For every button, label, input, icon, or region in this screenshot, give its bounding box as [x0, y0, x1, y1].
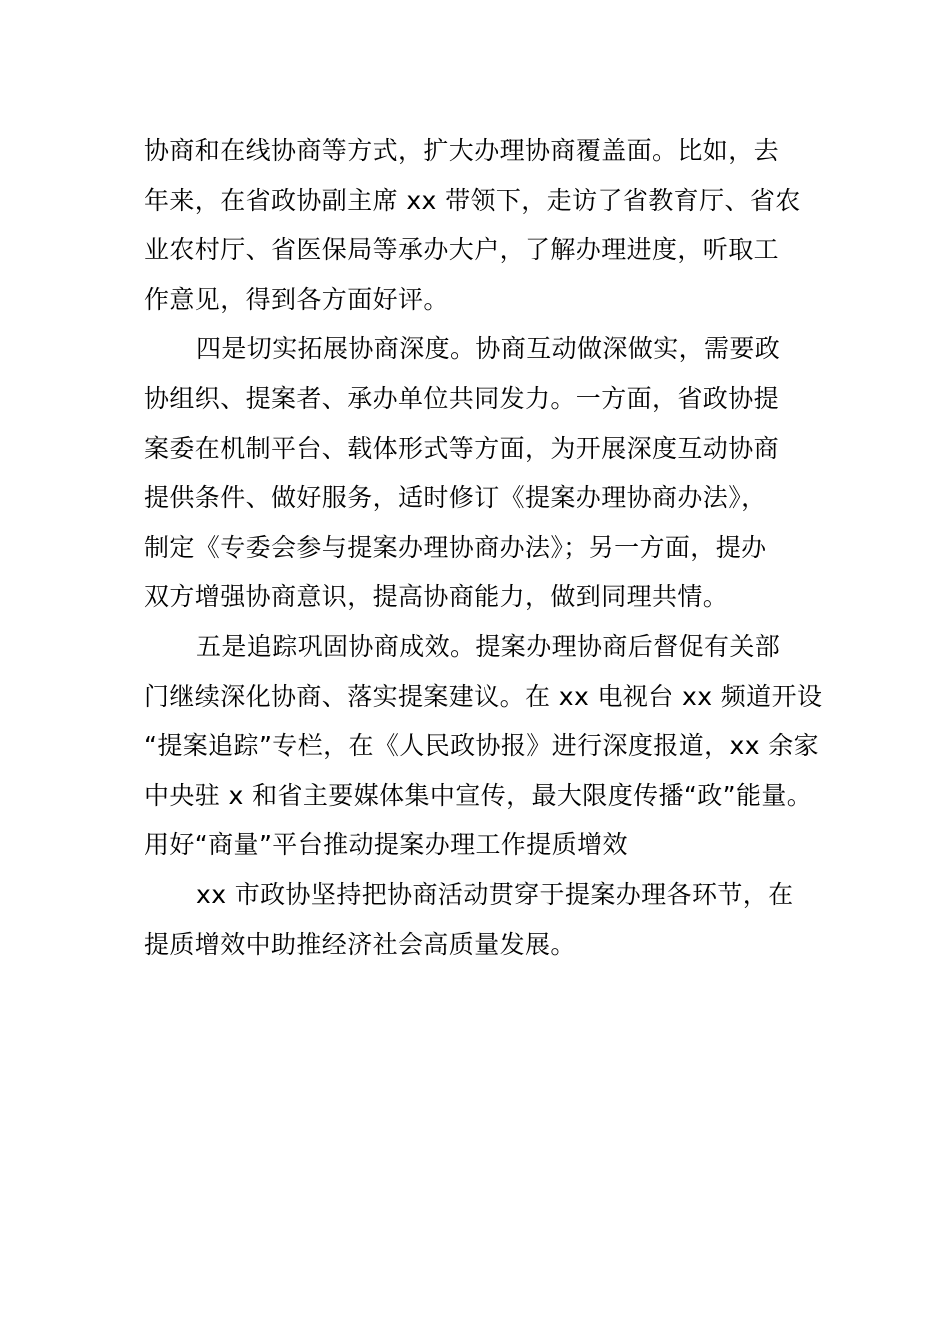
document-body: [144, 126, 823, 969]
paragraph-first-line: xx 市政协坚持把协商活动贯穿于提案办理各环节，在: [196, 879, 794, 909]
text-line: 提质增效中助推经济社会高质量发展。: [144, 929, 576, 959]
paragraph-first-line: 四是切实拓展协商深度。协商互动做深做实，需要政: [196, 334, 781, 364]
text-line: “提案追踪”专栏，在《人民政协报》进行深度报道，xx 余家: [144, 731, 820, 761]
text-line: 协组织、提案者、承办单位共同发力。一方面，省政协提: [144, 383, 780, 413]
paragraph-first-line: 五是追踪巩固协商成效。提案办理协商后督促有关部: [196, 631, 781, 661]
text-line: 案委在机制平台、载体形式等方面，为开展深度互动协商: [144, 433, 780, 463]
text-line: 业农村厅、省医保局等承办大户，了解办理进度，听取工: [144, 235, 780, 265]
text-line: 门继续深化协商、落实提案建议。在 xx 电视台 xx 频道开设: [144, 681, 823, 711]
text-line: 制定《专委会参与提案办理协商办法》；另一方面，提办: [144, 532, 767, 562]
text-line: 提供条件、做好服务，适时修订《提案办理协商办法》，: [144, 483, 767, 513]
text-line: 双方增强协商意识，提高协商能力，做到同理共情。: [144, 582, 729, 612]
text-line: 中央驻 x 和省主要媒体集中宣传，最大限度传播“政”能量。: [144, 780, 813, 810]
text-line: 年来，在省政协副主席 xx 带领下，走访了省教育厅、省农: [144, 185, 801, 215]
section-heading: 用好“商量”平台推动提案办理工作提质增效: [144, 830, 628, 860]
text-line: 协商和在线协商等方式，扩大办理协商覆盖面。比如，去: [144, 136, 780, 165]
text-line: 作意见，得到各方面好评。: [144, 284, 449, 314]
